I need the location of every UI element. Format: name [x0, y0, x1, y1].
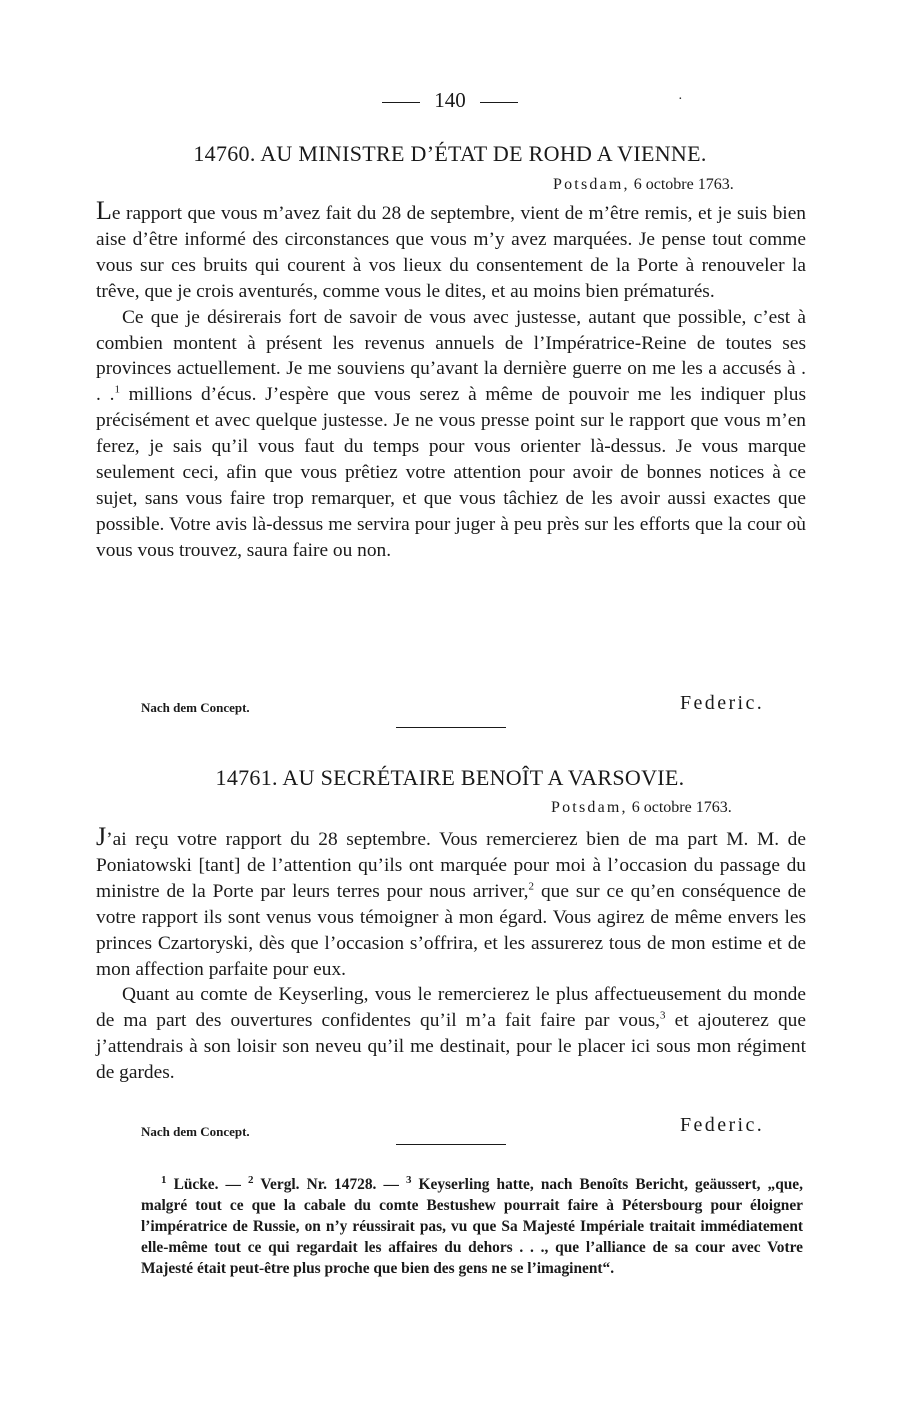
footnote-paragraph	[141, 1174, 803, 1279]
dateline-date: 6 octobre 1763.	[631, 799, 732, 816]
footnote-text: Lücke. —	[166, 1176, 249, 1193]
section-rule	[396, 727, 506, 728]
paragraph-text: e rapport que vous m’avez fait du 28 de septembre, vient de m’être remis, et je suis bien aise d’être informé des circonstances que vous m’y avez marquées. Je pense tout comme vous sur ces bruits qui courent à vos lieux du consentement de la Porte à renouveler la trêve, que je crois aventurés, comme vous le dites, et au moins bien prématurés.	[96, 203, 806, 302]
signature-14761: Federic.	[680, 1114, 765, 1136]
footnote-ref: 2	[528, 880, 535, 893]
dateline-place: Potsdam,	[553, 176, 630, 193]
paragraph-text: millions d’écus. J’espère que vous serez à même de pouvoir me les indiquer plus précisément et avec quelque justesse. Je ne vous presse point sur le rapport que vous m’en ferez, je sais qu’il vous faut du temps pour vous orienter là-dessus. Je vous marque seulement ceci, afin que vous prêtiez votre attention pour avoir de bonnes notices à ce sujet, sans vous faire trop remarquer, et que vous tâchiez de les avoir aussi exactes que possible. Votre avis là-dessus me servira pour juger à peu près sur les efforts que la cour où vous vous trouvez, saura faire ou non.	[96, 384, 806, 561]
page-number-dash-left	[382, 102, 420, 103]
dateline-date: 6 octobre 1763.	[633, 176, 734, 193]
dateline-place: Potsdam,	[551, 799, 628, 816]
letter-paragraph	[96, 305, 806, 564]
footnote-number: 3	[405, 1173, 412, 1186]
footnote-number: 2	[248, 1173, 254, 1186]
footnote-number: 1	[161, 1173, 167, 1186]
signature-14760: Federic.	[680, 692, 765, 714]
paragraph-text: que sur ce qu’en conséquence de votre rapport ils sont venus vous témoigner à mon égard. Vous agirez de même envers les princes Czartoryski, dès que l’occasion s’offrira, et les assurerez tous de mon estime et de mon affection parfaite pour eux.	[96, 880, 806, 980]
letter-heading-14760: 14760. AU MINISTRE D’ÉTAT DE ROHD A VIENNE.	[193, 141, 707, 166]
initial-capital: J	[96, 822, 107, 851]
footnote-ref: 1	[114, 383, 120, 396]
letter-dateline-14760	[553, 176, 734, 194]
paragraph-text: ’ai reçu votre rapport du 28 septembre. Vous remercierez bien de ma part M. M. de Poniatowski [tant] de l’attention qu’ils ont marquée pour moi à l’occasion du passage du ministre de la Porte par leurs terres pour nous arriver,	[96, 829, 806, 902]
section-rule	[396, 1144, 506, 1145]
footnote-text: Vergl. Nr. 14728. —	[253, 1176, 406, 1193]
letter-body-14760	[96, 196, 806, 564]
paragraph-text: Quant au comte de Keyserling, vous le remercierez le plus affectueusement du monde de ma part des ouvertures confidentes qu’il m’a fait faire par vous,	[96, 984, 806, 1032]
paragraph-text: Ce que je désirerais fort de savoir de vous avec justesse, autant que possible, c’est à combien montent à présent les revenus annuels de l’Impératrice-Reine de toutes ses provinces actuellement. Je me souviens qu’avant la dernière guerre on me les a accusés à . . .	[96, 306, 806, 406]
page-number-dash-right	[480, 102, 518, 103]
footnote-text: Keyserling hatte, nach Benoîts Bericht, geäussert, „que, malgré tout ce que la cabale du comte Bestushew pourrait faire à Pétersbourg pour éloigner l’impératrice de Russie, on n’y réussirait pas, vu que Sa Majesté Impériale traitait immédiatement elle-même tout ce qui regardait les affaires du dehors . . ., que l’alliance de sa cour avec Votre Majesté était peut-être plus proche que bien des gens ne se l’imaginent“.	[141, 1176, 803, 1277]
letter-body-14761	[96, 822, 806, 1086]
footnote-ref: 3	[660, 1009, 666, 1022]
initial-capital: L	[96, 196, 112, 225]
letter-paragraph	[96, 196, 806, 305]
source-note-14760: Nach dem Concept.	[141, 700, 250, 715]
letter-paragraph	[96, 982, 806, 1086]
page-number: 140	[434, 88, 466, 112]
margin-dot: ·	[678, 92, 683, 107]
letter-heading-14761: 14761. AU SECRÉTAIRE BENOÎT A VARSOVIE.	[215, 765, 685, 790]
page-number-line	[0, 88, 900, 113]
letter-paragraph	[96, 822, 806, 982]
letter-dateline-14761	[551, 799, 732, 817]
footnotes	[141, 1174, 803, 1279]
source-note-14761: Nach dem Concept.	[141, 1124, 250, 1139]
paragraph-text: et ajouterez que j’attendrais à son loisir son neveu qu’il me destinait, pour le placer ici sous mon régiment de gardes.	[96, 1010, 806, 1084]
